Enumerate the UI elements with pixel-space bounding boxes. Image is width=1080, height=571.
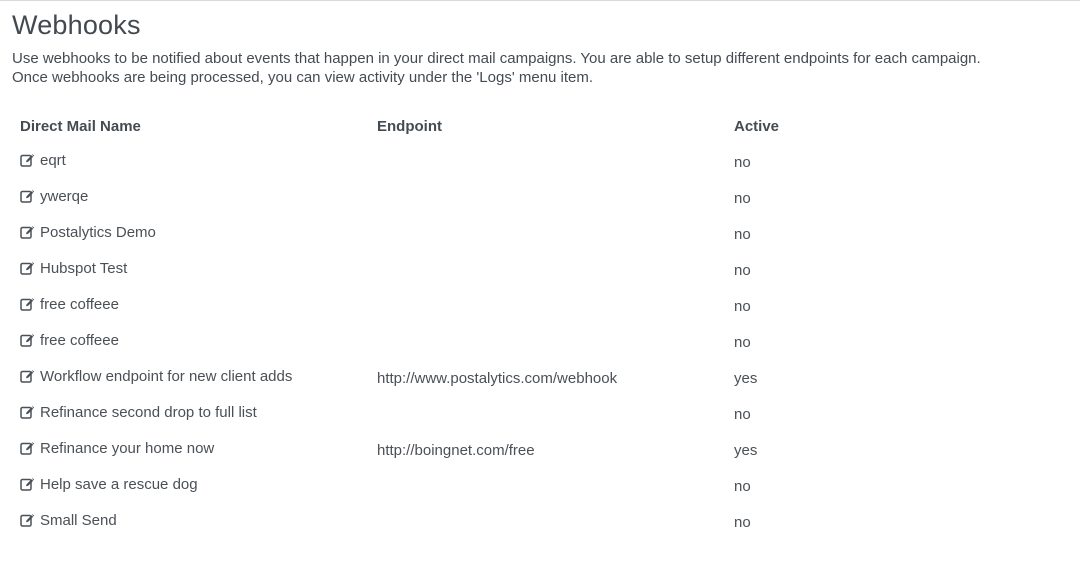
direct-mail-name[interactable]: Postalytics Demo bbox=[40, 224, 156, 242]
edit-webhook-link[interactable] bbox=[20, 512, 117, 529]
column-header-active: Active bbox=[734, 117, 780, 135]
cell-active: no bbox=[734, 225, 751, 243]
table-row bbox=[12, 288, 1072, 324]
table-row bbox=[12, 360, 1072, 396]
column-header-endpoint: Endpoint bbox=[377, 117, 442, 135]
edit-icon[interactable] bbox=[20, 225, 35, 239]
direct-mail-name[interactable]: Help save a rescue dog bbox=[40, 476, 198, 494]
edit-webhook-link[interactable] bbox=[20, 224, 156, 241]
table-row bbox=[12, 396, 1072, 432]
table-row bbox=[12, 324, 1072, 360]
cell-direct-mail-name bbox=[12, 180, 369, 216]
edit-webhook-link[interactable] bbox=[20, 152, 66, 169]
cell-active: yes bbox=[734, 441, 758, 459]
table-row bbox=[12, 504, 1072, 540]
cell-endpoint bbox=[369, 468, 726, 504]
edit-icon[interactable] bbox=[20, 441, 35, 455]
cell-active: no bbox=[734, 261, 751, 279]
cell-active: yes bbox=[734, 369, 758, 387]
cell-endpoint bbox=[369, 504, 726, 540]
direct-mail-name[interactable]: Small Send bbox=[40, 512, 117, 530]
table-row bbox=[12, 432, 1072, 468]
edit-webhook-link[interactable] bbox=[20, 332, 119, 349]
edit-icon[interactable] bbox=[20, 153, 35, 167]
edit-icon[interactable] bbox=[20, 513, 35, 527]
table-header-row bbox=[12, 108, 1072, 144]
cell-direct-mail-name bbox=[12, 360, 369, 396]
cell-endpoint bbox=[369, 288, 726, 324]
webhooks-table bbox=[12, 108, 1072, 540]
cell-direct-mail-name bbox=[12, 432, 369, 468]
cell-direct-mail-name bbox=[12, 504, 369, 540]
cell-endpoint bbox=[369, 396, 726, 432]
webhooks-table-body bbox=[12, 144, 1072, 540]
cell-direct-mail-name bbox=[12, 396, 369, 432]
description-line-1: Use webhooks to be notified about events that happen in your direct mail campaigns. You are able to setup different endpoints for each campaign. bbox=[12, 50, 981, 67]
direct-mail-name[interactable]: Workflow endpoint for new client adds bbox=[40, 368, 293, 386]
direct-mail-name[interactable]: Refinance second drop to full list bbox=[40, 404, 257, 422]
edit-icon[interactable] bbox=[20, 477, 35, 491]
table-row bbox=[12, 216, 1072, 252]
cell-active: no bbox=[734, 405, 751, 423]
cell-endpoint bbox=[369, 252, 726, 288]
cell-active: no bbox=[734, 513, 751, 531]
cell-active: no bbox=[734, 297, 751, 315]
edit-webhook-link[interactable] bbox=[20, 440, 214, 457]
cell-direct-mail-name bbox=[12, 252, 369, 288]
cell-direct-mail-name bbox=[12, 468, 369, 504]
column-header-direct-mail-name: Direct Mail Name bbox=[20, 117, 141, 135]
edit-icon[interactable] bbox=[20, 297, 35, 311]
cell-active: no bbox=[734, 153, 751, 171]
edit-icon[interactable] bbox=[20, 405, 35, 419]
edit-webhook-link[interactable] bbox=[20, 260, 127, 277]
edit-icon[interactable] bbox=[20, 369, 35, 383]
page-description bbox=[12, 49, 1072, 87]
edit-icon[interactable] bbox=[20, 189, 35, 203]
table-row bbox=[12, 252, 1072, 288]
description-line-2: Once webhooks are being processed, you can view activity under the 'Logs' menu item. bbox=[12, 69, 594, 86]
direct-mail-name[interactable]: free coffeee bbox=[40, 296, 119, 314]
edit-webhook-link[interactable] bbox=[20, 404, 257, 421]
direct-mail-name[interactable]: Hubspot Test bbox=[40, 260, 128, 278]
cell-endpoint bbox=[369, 180, 726, 216]
edit-webhook-link[interactable] bbox=[20, 368, 292, 385]
cell-endpoint bbox=[369, 144, 726, 180]
cell-endpoint: http://www.postalytics.com/webhook bbox=[377, 369, 618, 387]
edit-icon[interactable] bbox=[20, 261, 35, 275]
direct-mail-name[interactable]: Refinance your home now bbox=[40, 440, 215, 458]
edit-icon[interactable] bbox=[20, 333, 35, 347]
top-divider bbox=[0, 0, 1080, 1]
cell-active: no bbox=[734, 333, 751, 351]
direct-mail-name[interactable]: eqrt bbox=[40, 152, 66, 170]
page-title: Webhooks bbox=[12, 10, 141, 40]
edit-webhook-link[interactable] bbox=[20, 476, 198, 493]
cell-active: no bbox=[734, 189, 751, 207]
cell-active: no bbox=[734, 477, 751, 495]
edit-webhook-link[interactable] bbox=[20, 296, 119, 313]
cell-direct-mail-name bbox=[12, 216, 369, 252]
cell-endpoint: http://boingnet.com/free bbox=[377, 441, 535, 459]
direct-mail-name[interactable]: free coffeee bbox=[40, 332, 119, 350]
cell-endpoint bbox=[369, 216, 726, 252]
direct-mail-name[interactable]: ywerqe bbox=[40, 188, 89, 206]
table-row bbox=[12, 468, 1072, 504]
table-row bbox=[12, 180, 1072, 216]
cell-direct-mail-name bbox=[12, 144, 369, 180]
cell-endpoint bbox=[369, 324, 726, 360]
table-row bbox=[12, 144, 1072, 180]
cell-direct-mail-name bbox=[12, 324, 369, 360]
edit-webhook-link[interactable] bbox=[20, 188, 88, 205]
cell-direct-mail-name bbox=[12, 288, 369, 324]
